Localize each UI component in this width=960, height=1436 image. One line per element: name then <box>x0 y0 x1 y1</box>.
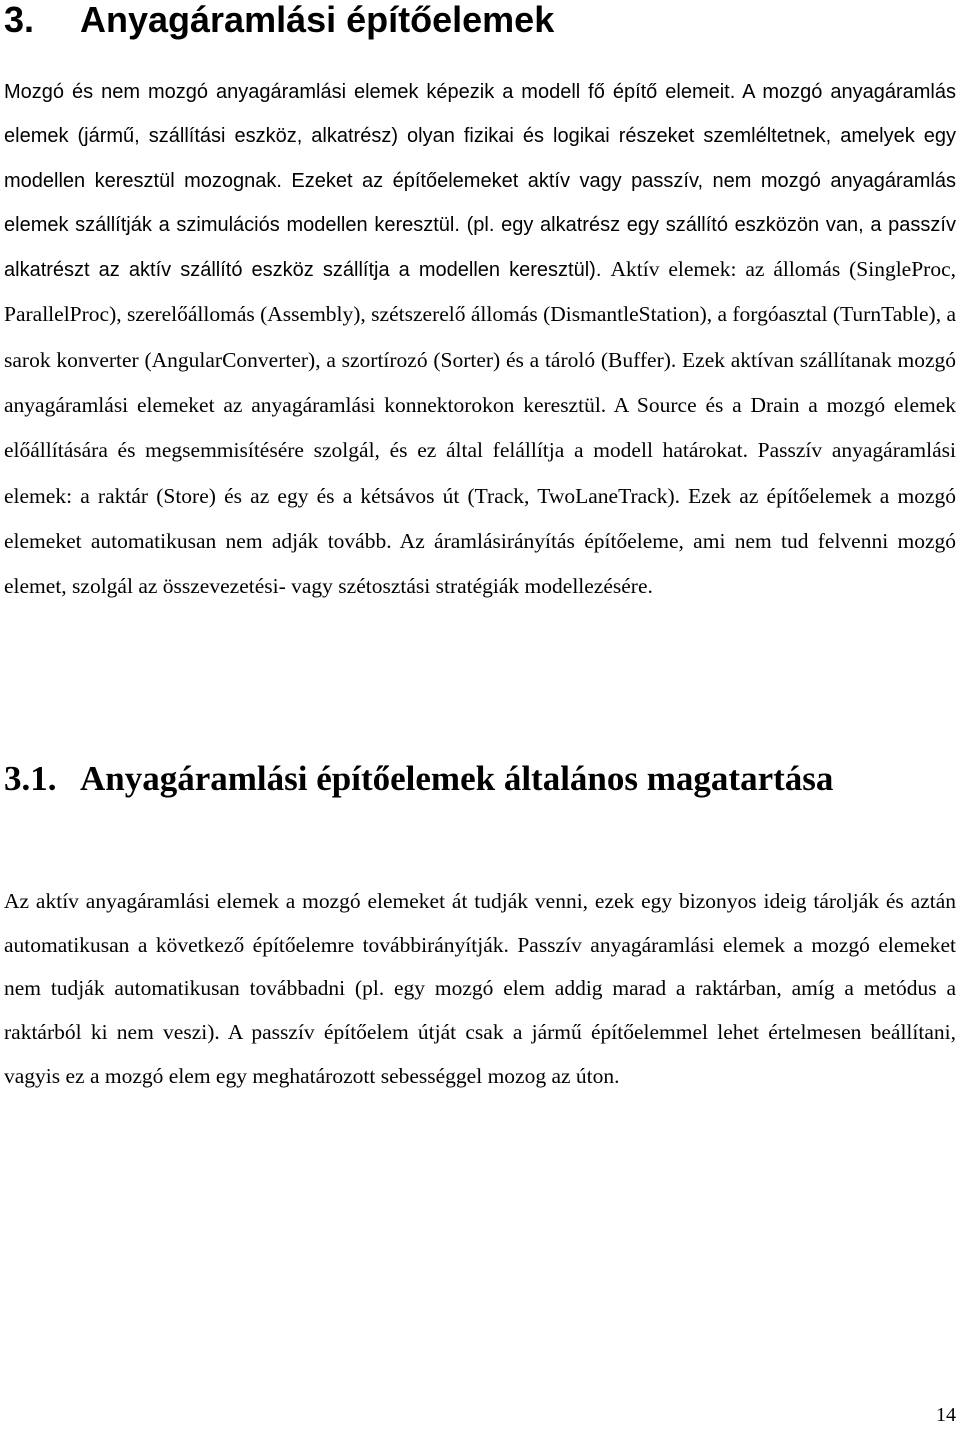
page-number: 14 <box>936 1404 956 1426</box>
section-heading <box>4 0 554 40</box>
section-paragraph-2-text: Aktív elemek: az állomás (SingleProc, ParallelProc), szerelőállomás (Assembly), szétszerelő állomás (DismantleStation), a forgóasztal (TurnTable), a sarok konverter (AngularConverter), a szortírozó (Sorter) és a tároló (Buffer). Ezek aktívan szállítanak mozgó anyagáramlási elemeket az anyagáramlási konnektorokon keresztül. A Source és a Drain a mozgó elemek előállítására és megsemmisítésére szolgál, és ez által felállítja a modell határokat. Passzív anyagáramlási elemek: a raktár (Store) és az egy és a kétsávos út (Track, TwoLaneTrack). Ezek az építőelemek a mozgó elemeket automatikusan nem adják tovább. Az áramlásirányítás építőeleme, ami nem tud felvenni mozgó elemet, szolgál az összevezetési- vagy szétosztási stratégiák modellezésére. <box>4 257 956 599</box>
subsection-heading <box>4 757 833 801</box>
subsection-title: Anyagáramlási építőelemek általános magatartása <box>80 759 834 798</box>
section-paragraph-1-text: Mozgó és nem mozgó anyagáramlási elemek képezik a modell fő építő elemeit. A mozgó anyagáramlás elemek (jármű, szállítási eszköz, alkatrész) olyan fizikai és logikai részeket szemléltetnek, amelyek egy modellen keresztül mozognak. Ezeket az építőelemeket aktív vagy passzív, nem mozgó anyagáramlás elemek szállítják a szimulációs modellen keresztül. (pl. egy alkatrész egy szállító eszközön van, a passzív alkatrészt az aktív szállító eszköz szállítja a modellen keresztül). <box>4 81 956 282</box>
subsection-number: 3.1. <box>4 759 57 798</box>
subsection-paragraph: Az aktív anyagáramlási elemek a mozgó elemeket át tudják venni, ezek egy bizonyos ideig tárolják és aztán automatikusan a következő építőelemre továbbirányítják. Passzív anyagáramlási elemek a mozgó elemeket nem tudják automatikusan továbbadni (pl. egy mozgó elem addig marad a raktárban, amíg a metódus a raktárból ki nem veszi). A passzív építőelem útját csak a jármű építőelemmel lehet értelmesen beállítani, vagyis ez a mozgó elem egy meghatározott sebességgel mozog az úton. <box>4 889 956 1088</box>
section-paragraph-1 <box>4 70 956 610</box>
section-number: 3. <box>4 0 35 40</box>
section-title: Anyagáramlási építőelemek <box>80 0 555 40</box>
